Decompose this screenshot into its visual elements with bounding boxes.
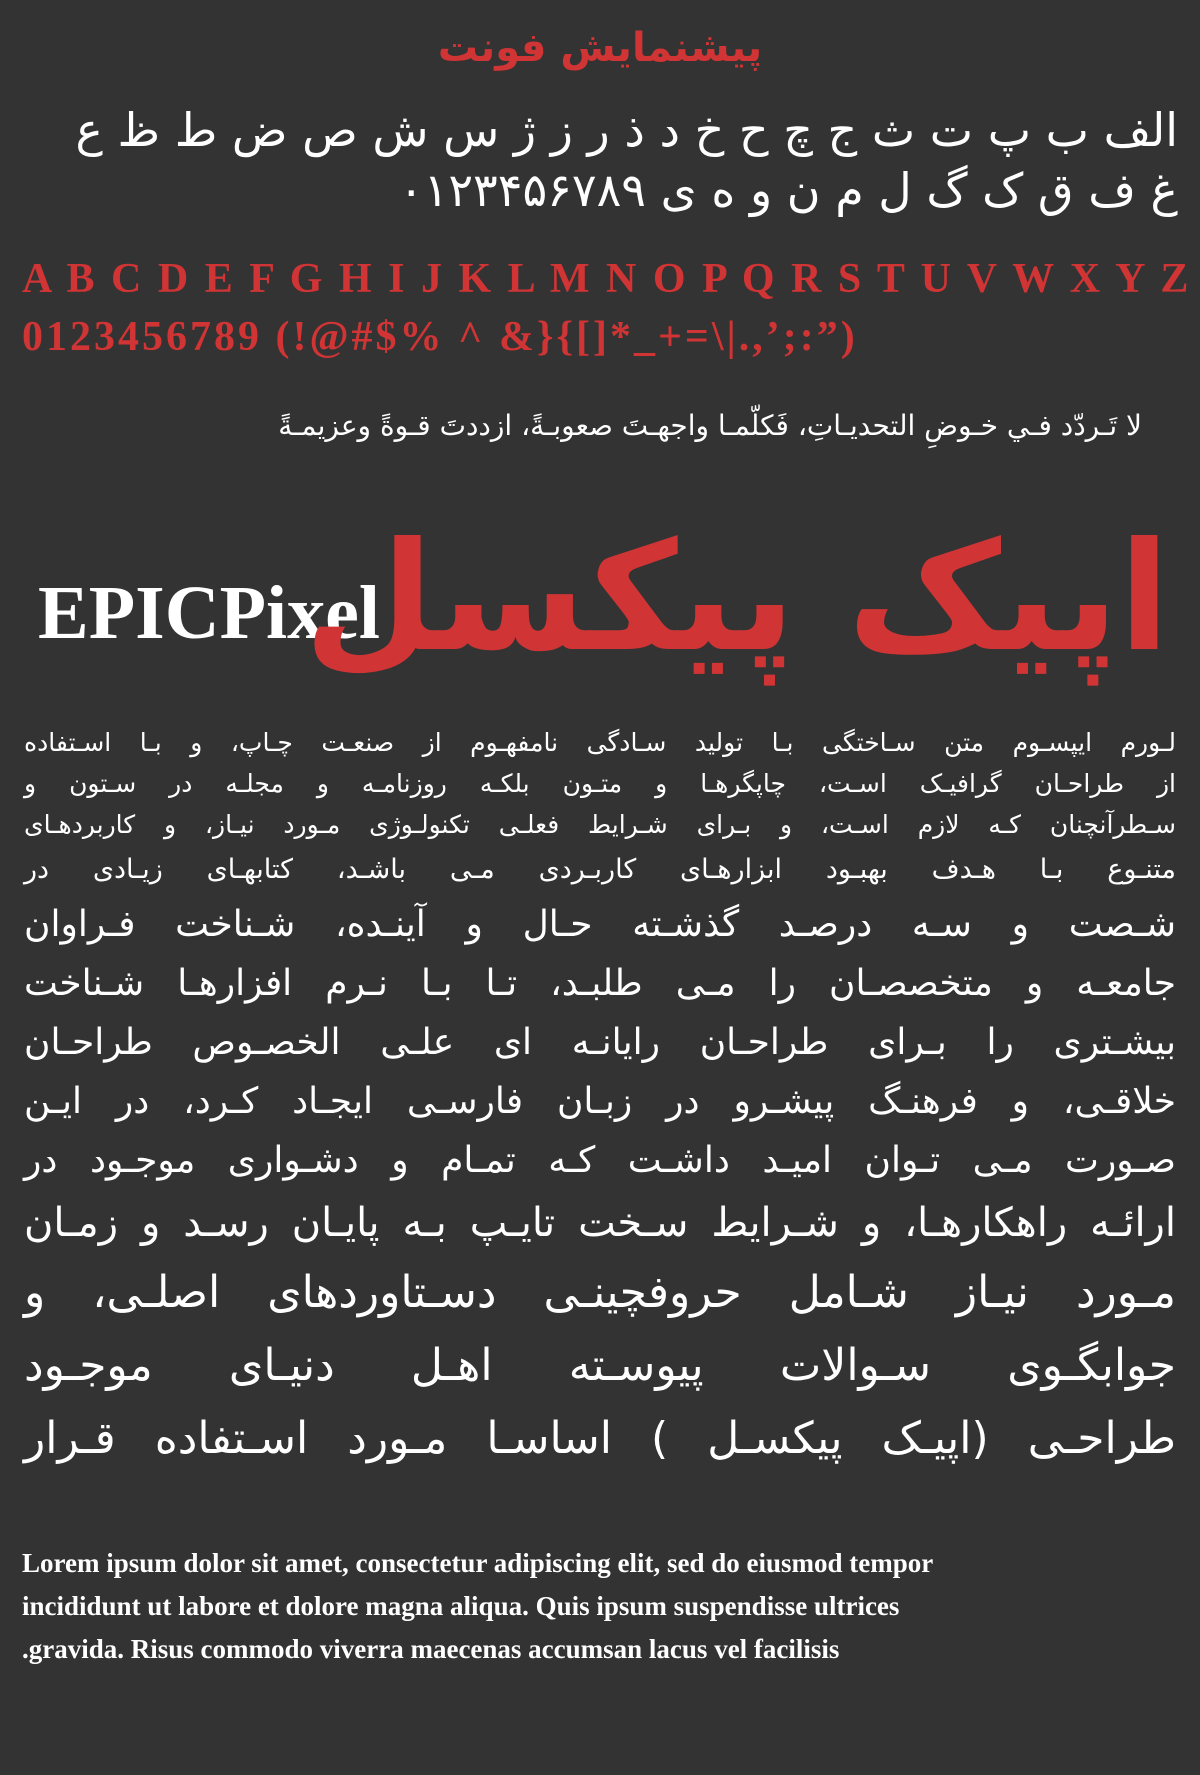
persian-lorem-line: از طراحـان گرافیـک اسـت، چاپگرهـا و متـون بلکـه روزنامـه و مجلـه در سـتون و bbox=[24, 769, 1176, 798]
persian-lorem-line: خلاقـی، و فرهنـگ پیشـرو در زبـان فارسـی ایجـاد کـرد، در ایـن bbox=[24, 1081, 1176, 1122]
persian-lorem-line: شـصت و سـه درصـد گذشـته حـال و آینـده، شـناخت فـراوان bbox=[24, 904, 1176, 945]
persian-lorem-line: لـورم ایپسـوم متن سـاختگی بـا تولید سـادگی نامفهـوم از صنعـت چـاپ، و بـا اسـتفاده bbox=[24, 728, 1176, 757]
brand-name-persian: اپیک پیکسل bbox=[303, 511, 1170, 685]
persian-lorem-line: ارائـه راهکارهـا، و شـرایط سـخت تایـپ بـه پایـان رسـد و زمـان bbox=[24, 1200, 1176, 1246]
proverb-sample: لا تَـردّد فـي خـوضِ التحديـاتِ، فَكلّمـا واجهـتَ صعوبـةً، ازددتَ قـوةً وعزيمـةً bbox=[278, 409, 1142, 442]
persian-lorem-line: صـورت مـی تـوان امیـد داشـت کـه تمـام و دشـواری موجـود در bbox=[24, 1140, 1176, 1181]
persian-lorem-line: بیشـتری را بـرای طراحـان رایانـه ای علـی الخصـوص طراحـان bbox=[24, 1022, 1176, 1063]
persian-lorem-line: جامعـه و متخصصـان را مـی طلبـد، تـا بـا نـرم افزارهـا شـناخت bbox=[24, 963, 1176, 1004]
latin-lorem-paragraph bbox=[22, 1542, 1182, 1671]
latin-lorem-line-2: incididunt ut labore et dolore magna aliqua. Quis ipsum suspendisse ultrices bbox=[22, 1591, 900, 1621]
persian-lorem-paragraph bbox=[24, 722, 1176, 1475]
latin-alphabet-sample bbox=[22, 250, 1192, 366]
latin-lorem-line-3: .gravida. Risus commodo viverra maecenas accumsan lacus vel facilisis bbox=[22, 1634, 840, 1664]
persian-lorem-line: جوابگـوی سـوالات پیوسـته اهـل دنیـای موجـود bbox=[24, 1340, 1176, 1391]
page-title: پیشنمایش فونت bbox=[437, 25, 763, 71]
persian-lorem-line: طراحـی (اپیـک پیکسـل ) اساسـا مـورد اسـتفاده قـرار bbox=[24, 1413, 1176, 1464]
latin-lorem-line-1: Lorem ipsum dolor sit amet, consectetur adipiscing elit, sed do eiusmod tempor bbox=[22, 1548, 934, 1578]
latin-alphabet-line-1: A B C D E F G H I J K L M N O P Q R S T U V W X Y Z bbox=[22, 256, 1192, 302]
persian-lorem-line: مـورد نیـاز شـامل حروفچینـی دسـتاوردهای اصلـی، و bbox=[24, 1267, 1176, 1318]
latin-alphabet-line-2: 0123456789 (!@#$% ^ &}{[]*_+=\|.,’;:”) bbox=[22, 314, 858, 360]
persian-alphabet-sample bbox=[18, 100, 1178, 220]
persian-lorem-line: متنـوع بـا هـدف بهبـود ابزارهـای کاربـردی مـی باشـد، کتابهـای زیـادی در bbox=[24, 854, 1176, 885]
persian-alphabet-line-1: الف ب پ ت ث ج چ ح خ د ذ ر ز ژ س ش ص ض ط ظ ع bbox=[75, 103, 1178, 157]
brand-name-latin: EPICPixel bbox=[38, 571, 380, 655]
persian-lorem-line: سـطرآنچنان کـه لازم اسـت، و بـرای شـرایط فعلـی تکنولـوژی مـورد نیـاز، و کاربردهـای bbox=[24, 810, 1176, 839]
persian-alphabet-line-2: غ ف ق ک گ ل م ن و ه ی ۰۱۲۳۴۵۶۷۸۹ bbox=[398, 163, 1178, 217]
